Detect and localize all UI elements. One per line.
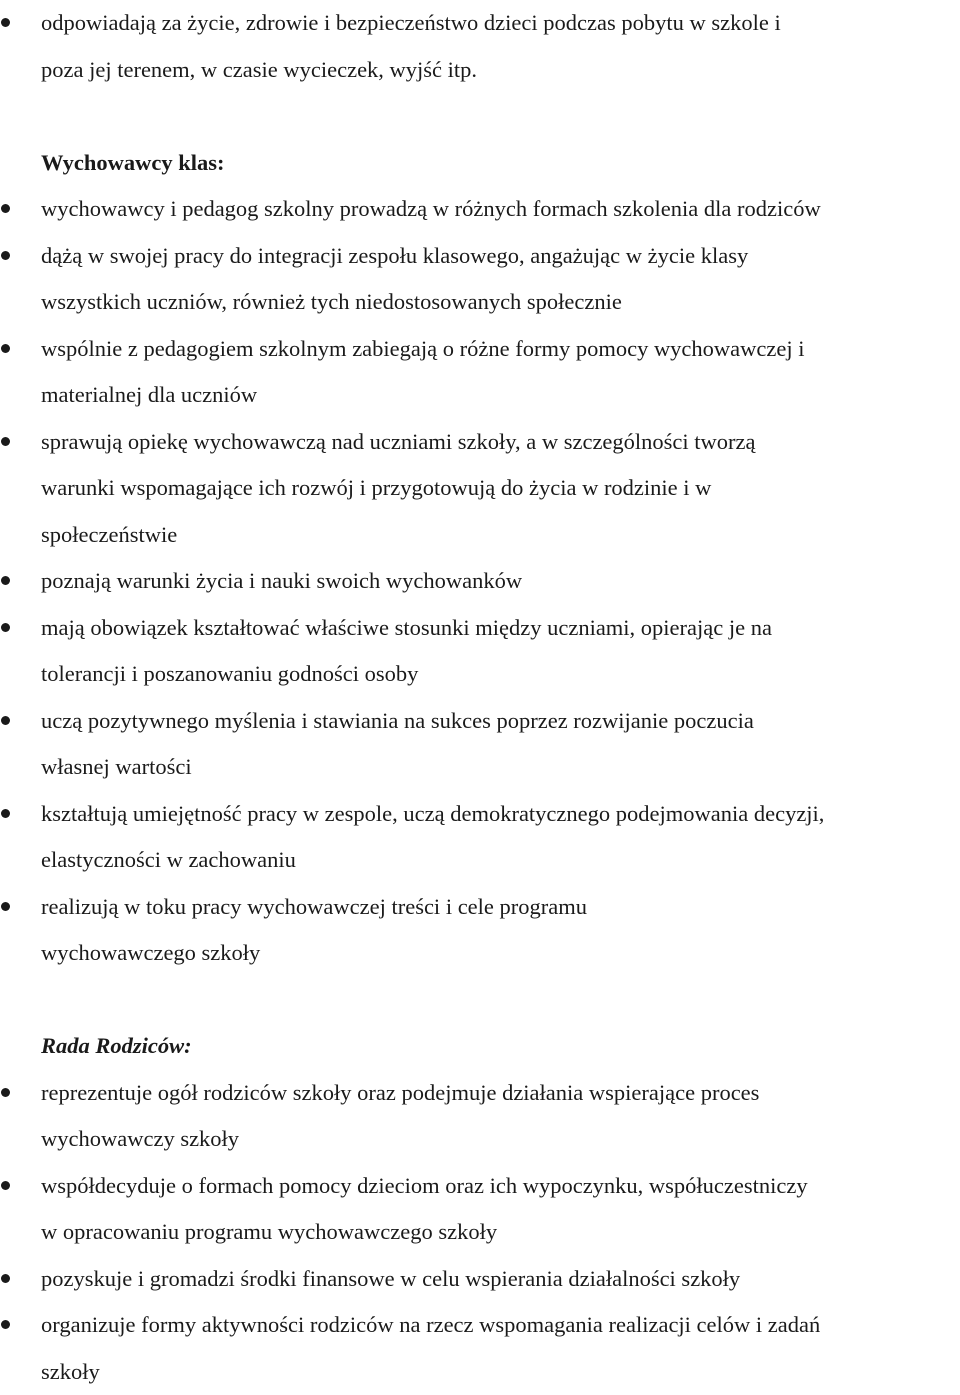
bullet-icon	[1, 344, 10, 353]
bullet-icon	[1, 437, 10, 446]
list-item	[0, 698, 960, 791]
section-heading-rada-rodzicow: Rada Rodziców:	[0, 1023, 960, 1070]
list-item	[0, 1070, 960, 1163]
list-item-line: tolerancji i poszanowaniu godności osoby	[41, 651, 960, 698]
list-item-line: warunki wspomagające ich rozwój i przygotowują do życia w rodzinie i w	[41, 465, 960, 512]
list-item-line: poza jej terenem, w czasie wycieczek, wyjść itp.	[41, 47, 960, 94]
bullet-icon	[1, 204, 10, 213]
bullet-icon	[1, 1320, 10, 1329]
list-item-line: wszystkich uczniów, również tych niedostosowanych społecznie	[41, 279, 960, 326]
list-item-line: kształtują umiejętność pracy w zespole, uczą demokratycznego podejmowania decyzji,	[41, 791, 960, 838]
list-item-line: własnej wartości	[41, 744, 960, 791]
list-item-line: materialnej dla uczniów	[41, 372, 960, 419]
list-item	[0, 233, 960, 326]
list-item-line: uczą pozytywnego myślenia i stawiania na sukces poprzez rozwijanie poczucia	[41, 698, 960, 745]
bullet-icon	[1, 902, 10, 911]
bullet-icon	[1, 1088, 10, 1097]
spacer	[0, 93, 960, 140]
list-item	[0, 1302, 960, 1395]
section-rada-rodzicow-list	[0, 1070, 960, 1395]
bullet-icon	[1, 18, 10, 27]
bullet-icon	[1, 1181, 10, 1190]
bullet-icon	[1, 716, 10, 725]
section-wychowawcy-list	[0, 186, 960, 977]
spacer	[0, 977, 960, 1024]
list-item-line: organizuje formy aktywności rodziców na rzecz wspomagania realizacji celów i zadań	[41, 1302, 960, 1349]
list-item-line: wspólnie z pedagogiem szkolnym zabiegają o różne formy pomocy wychowawczej i	[41, 326, 960, 373]
list-item	[0, 1163, 960, 1256]
list-item	[0, 558, 960, 605]
list-item-line: w opracowaniu programu wychowawczego szkoły	[41, 1209, 960, 1256]
list-item-line: wychowawczego szkoły	[41, 930, 960, 977]
list-item	[0, 791, 960, 884]
bullet-icon	[1, 623, 10, 632]
list-item	[0, 186, 960, 233]
list-item-line: wychowawcy i pedagog szkolny prowadzą w różnych formach szkolenia dla rodziców	[41, 186, 960, 233]
list-item-line: odpowiadają za życie, zdrowie i bezpieczeństwo dzieci podczas pobytu w szkole i	[41, 0, 960, 47]
list-item	[0, 0, 960, 93]
bullet-icon	[1, 1274, 10, 1283]
list-item-line: wychowawczy szkoły	[41, 1116, 960, 1163]
list-item-line: współdecyduje o formach pomocy dzieciom oraz ich wypoczynku, współuczestniczy	[41, 1163, 960, 1210]
bullet-icon	[1, 576, 10, 585]
list-item-line: realizują w toku pracy wychowawczej treści i cele programu	[41, 884, 960, 931]
list-item-line: pozyskuje i gromadzi środki finansowe w celu wspierania działalności szkoły	[41, 1256, 960, 1303]
list-item-line: dążą w swojej pracy do integracji zespołu klasowego, angażując w życie klasy	[41, 233, 960, 280]
list-item-line: reprezentuje ogół rodziców szkoły oraz podejmuje działania wspierające proces	[41, 1070, 960, 1117]
list-item-line: elastyczności w zachowaniu	[41, 837, 960, 884]
list-item-line: społeczeństwie	[41, 512, 960, 559]
list-item	[0, 326, 960, 419]
list-item	[0, 884, 960, 977]
list-item-line: sprawują opiekę wychowawczą nad uczniami szkoły, a w szczególności tworzą	[41, 419, 960, 466]
list-item-line: mają obowiązek kształtować właściwe stosunki między uczniami, opierając je na	[41, 605, 960, 652]
list-item	[0, 419, 960, 559]
list-item	[0, 1256, 960, 1303]
bullet-icon	[1, 809, 10, 818]
list-item-line: poznają warunki życia i nauki swoich wychowanków	[41, 558, 960, 605]
bullet-icon	[1, 251, 10, 260]
section-heading-wychowawcy: Wychowawcy klas:	[0, 140, 960, 187]
list-item	[0, 605, 960, 698]
list-item-line: szkoły	[41, 1349, 960, 1395]
